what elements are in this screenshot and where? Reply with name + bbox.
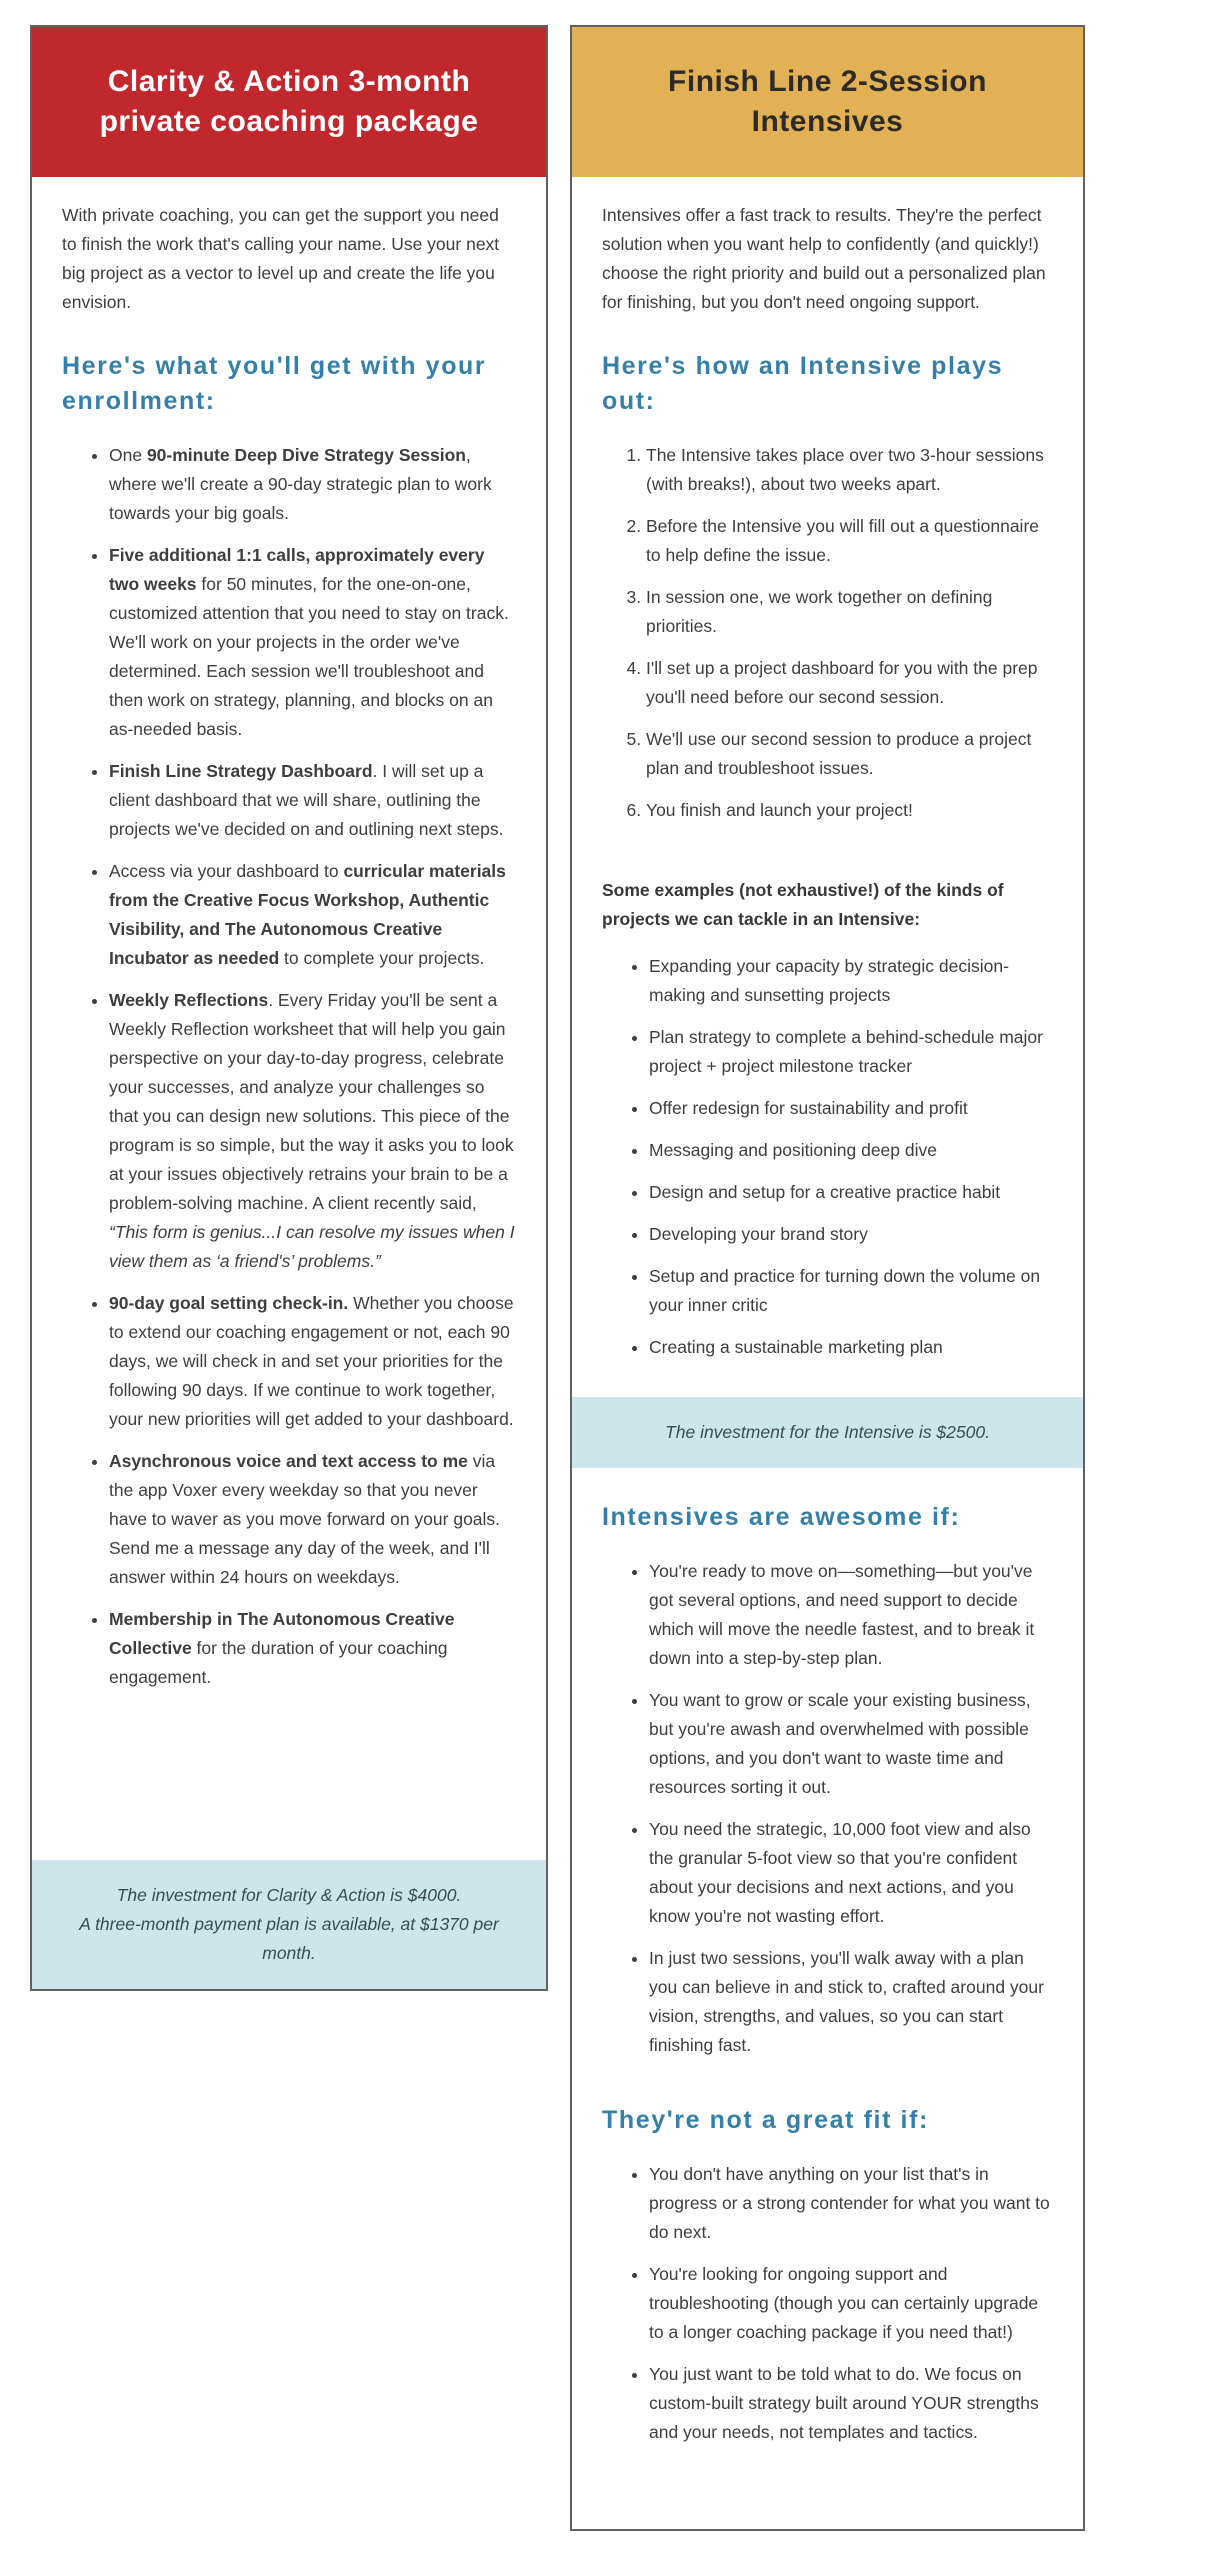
list-item (646, 512, 1053, 570)
text-segment: You don't have anything on your list that's in progress or a strong contender for what you want to do next. (649, 2164, 1050, 2242)
list-item (649, 1023, 1053, 1081)
enrollment-heading: Here's what you'll get with your enrollment: (62, 352, 487, 415)
text-segment: You need the strategic, 10,000 foot view and also the granular 5-foot view so that you're confident about your decisions and next actions, and you know you're not wasting effort. (649, 1819, 1031, 1926)
text-segment: In just two sessions, you'll walk away with a plan you can believe in and stick to, crafted around your vision, strengths, and values, so you can start finishing fast. (649, 1948, 1044, 2055)
text-segment: Before the Intensive you will fill out a questionnaire to help define the issue. (646, 516, 1040, 565)
list-item (646, 796, 1053, 825)
clarity-action-intro: With private coaching, you can get the support you need to finish the work that's calling your name. Use your next big project as a vector to level up and create the life you envision. (62, 205, 500, 312)
text-segment: You're ready to move on—something—but you've got several options, and need support to decide which will move the needle fastest, and to break it down into a step-by-step plan. (649, 1561, 1035, 1668)
not-great-fit-heading: They're not a great fit if: (602, 2106, 929, 2134)
text-segment: Asynchronous voice and text access to me (109, 1451, 468, 1471)
list-item (649, 952, 1053, 1010)
text-segment: I'll set up a project dashboard for you with the prep you'll need before our second session. (646, 658, 1038, 707)
text-segment: Setup and practice for turning down the volume on your inner critic (649, 1266, 1041, 1315)
text-segment: You're looking for ongoing support and troubleshooting (though you can certainly upgrade to a longer coaching package if you need that!) (649, 2264, 1039, 2342)
list-item (109, 1289, 516, 1434)
awesome-if-list (602, 1557, 1053, 2073)
text-segment: Design and setup for a creative practice habit (649, 1182, 1001, 1202)
text-segment: We'll use our second session to produce a project plan and troubleshoot issues. (646, 729, 1032, 778)
text-segment: Plan strategy to complete a behind-schedule major project + project milestone tracker (649, 1027, 1043, 1076)
text-segment: . I will set up a client dashboard that we will share, outlining the projects we've decided on and outlining next steps. (109, 761, 504, 839)
intensive-investment-box (572, 1397, 1083, 1468)
list-item (109, 757, 516, 844)
list-item (109, 857, 516, 973)
text-segment: . Every Friday you'll be sent a Weekly Reflection worksheet that will help you gain perspective on your day-to-day progress, celebrate your successes, and analyze your challenges so that you can design new solutions. This piece of the program is so simple, but the way it asks you to look at your issues objectively retrains your brain to be a problem-solving machine. A client recently said, (109, 990, 514, 1213)
investment-line: The investment for the Intensive is $2500. (665, 1422, 990, 1442)
intensives-card (570, 25, 1085, 2531)
text-segment: curricular materials from the Creative Focus Workshop, Authentic Visibility, and The Autonomous Creative Incubator as needed (109, 861, 506, 968)
text-segment: to complete your projects. (279, 948, 485, 968)
clarity-action-investment-box (32, 1860, 546, 1989)
list-item (646, 583, 1053, 641)
text-segment: Expanding your capacity by strategic decision-making and sunsetting projects (649, 956, 1009, 1005)
text-segment: Access via your dashboard to (109, 861, 344, 881)
text-segment: Whether you choose to extend our coaching engagement or not, each 90 days, we will check in and set your priorities for the following 90 days. If we continue to work together, your new priorities will get added to your dashboard. (109, 1293, 514, 1429)
text-segment: 90-day goal setting check-in. (109, 1293, 349, 1313)
list-item (109, 541, 516, 744)
list-item (649, 1136, 1053, 1165)
text-segment: In session one, we work together on defining priorities. (646, 587, 993, 636)
intensives-intro: Intensives offer a fast track to results. They're the perfect solution when you want help to confidently (and quickly!) choose the right priority and build out a personalized plan for finishing, but you don't need ongoing support. (602, 205, 1046, 312)
list-item (646, 654, 1053, 712)
list-item (646, 725, 1053, 783)
list-item (649, 2360, 1053, 2447)
list-item (649, 1094, 1053, 1123)
list-item (649, 1178, 1053, 1207)
list-item (109, 1605, 516, 1692)
awesome-if-heading: Intensives are awesome if: (602, 1503, 961, 1531)
text-segment: One (109, 445, 147, 465)
text-segment: for the duration of your coaching engagement. (109, 1638, 448, 1687)
text-segment: You want to grow or scale your existing business, but you're awash and overwhelmed with possible options, and you don't want to waste time and resources sorting it out. (649, 1690, 1031, 1797)
text-segment: Creating a sustainable marketing plan (649, 1337, 943, 1357)
investment-line: The investment for Clarity & Action is $4000. (116, 1885, 462, 1905)
text-segment: “This form is genius...I can resolve my issues when I view them as ‘a friend's’ problems.” (109, 1222, 515, 1271)
intensives-body (572, 177, 1083, 2529)
text-segment: You just want to be told what to do. We focus on custom-built strategy built around YOUR strengths and your needs, not templates and tactics. (649, 2364, 1039, 2442)
clarity-action-card (30, 25, 548, 1991)
text-segment: 90-minute Deep Dive Strategy Session (146, 445, 466, 465)
list-item (109, 986, 516, 1276)
text-segment: for 50 minutes, for the one-on-one, customized attention that you need to stay on track. We'll work on your projects in the order we've determined. Each session we'll troubleshoot and then work on strategy, planning, and blocks on an as-needed basis. (109, 574, 509, 739)
text-segment: Offer redesign for sustainability and profit (649, 1098, 968, 1118)
how-it-plays-out-heading: Here's how an Intensive plays out: (602, 352, 1004, 415)
text-segment: Finish Line Strategy Dashboard (109, 761, 373, 781)
text-segment: Weekly Reflections (109, 990, 269, 1010)
text-segment: The Intensive takes place over two 3-hour sessions (with breaks!), about two weeks apart. (646, 445, 1044, 494)
list-item (649, 1262, 1053, 1320)
list-item (646, 441, 1053, 499)
list-item (649, 1944, 1053, 2060)
enrollment-benefits-list (62, 441, 516, 1705)
text-segment: Membership in The Autonomous Creative Collective (109, 1609, 455, 1658)
list-item (649, 1815, 1053, 1931)
list-item (649, 2160, 1053, 2247)
clarity-action-header (32, 27, 546, 177)
text-segment: , where we'll create a 90-day strategic plan to work towards your big goals. (109, 445, 492, 523)
list-item (109, 1447, 516, 1592)
not-great-fit-list (602, 2160, 1053, 2460)
list-item (649, 1557, 1053, 1673)
text-segment: You finish and launch your project! (646, 800, 913, 820)
text-segment: Five additional 1:1 calls, approximately every two weeks (109, 545, 485, 594)
text-segment: Developing your brand story (649, 1224, 868, 1244)
examples-heading: Some examples (not exhaustive!) of the kinds of projects we can tackle in an Intensive: (602, 880, 1004, 929)
clarity-action-title: Clarity & Action 3-month private coaching package (99, 65, 479, 138)
list-item (649, 2260, 1053, 2347)
text-segment: via the app Voxer every weekday so that you never have to waver as you move forward on your goals. Send me a message any day of the week, and I'll answer within 24 hours on weekdays. (109, 1451, 501, 1587)
clarity-action-body (32, 177, 546, 1989)
list-item (649, 1333, 1053, 1362)
list-item (649, 1686, 1053, 1802)
intensives-header (572, 27, 1083, 177)
list-item (649, 1220, 1053, 1249)
investment-line: A three-month payment plan is available, at $1370 per month. (79, 1914, 499, 1963)
intensives-title: Finish Line 2-Session Intensives (668, 65, 987, 138)
intensive-steps-list (602, 441, 1053, 838)
list-item (109, 441, 516, 528)
examples-list (602, 952, 1053, 1375)
text-segment: Messaging and positioning deep dive (649, 1140, 937, 1160)
